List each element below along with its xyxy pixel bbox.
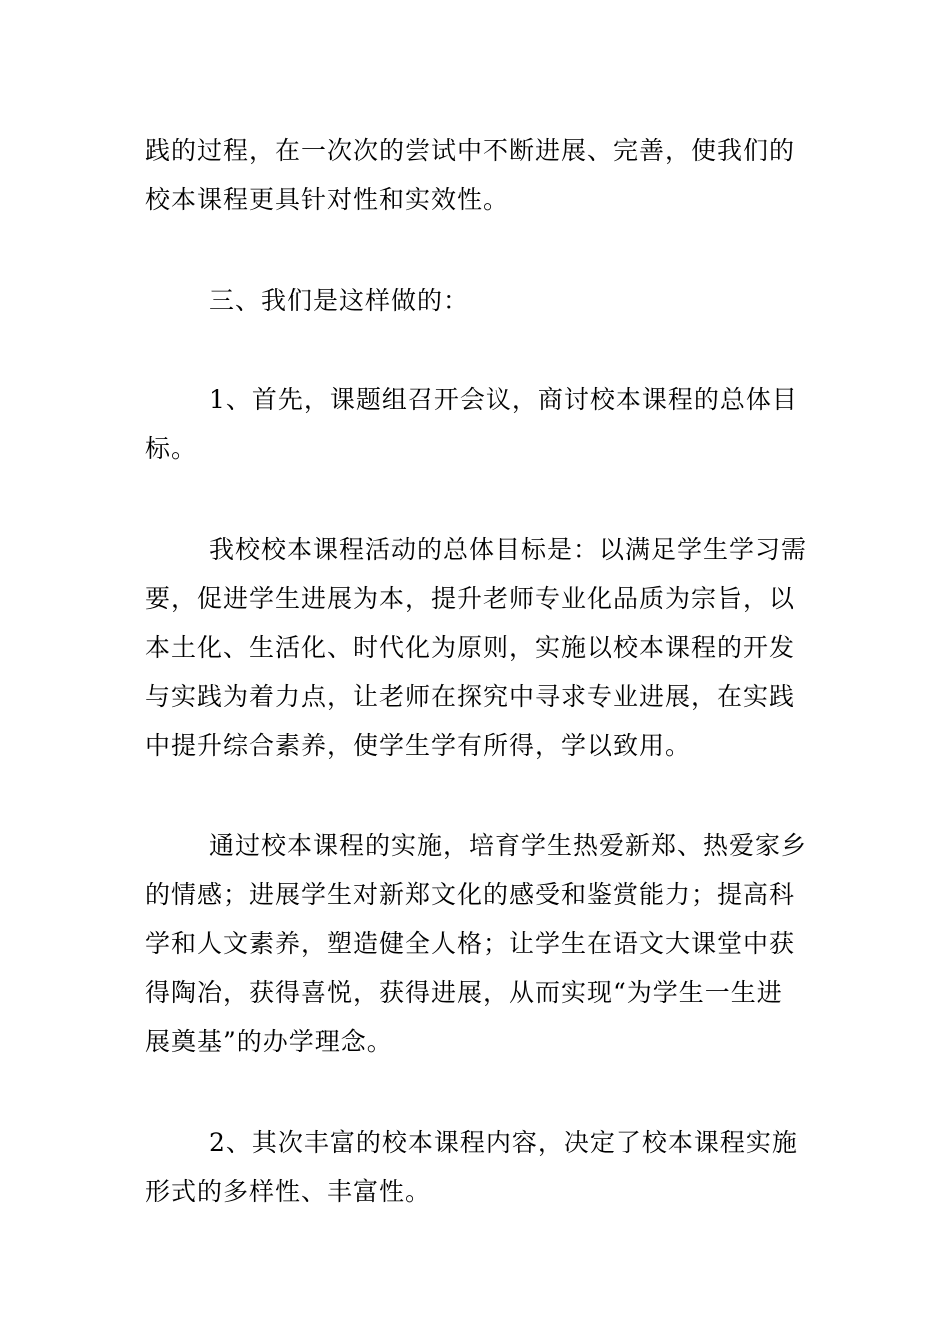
paragraph-implementation [145,821,810,1066]
text-line: 2、其次丰富的校本课程内容，决定了校本课程实施 [209,1128,798,1157]
text-line: 1、首先，课题组召开会议，商讨校本课程的总体目 [209,385,798,414]
heading-text: 三、我们是这样做的： [209,286,470,315]
text-line: 通过校本课程的实施，培育学生热爱新郑、热爱家乡 [209,831,808,860]
text-line: 与实践为着力点，让老师在探究中寻求专业进展，在实践 [145,682,796,711]
section-heading [145,276,810,325]
text-line: 校本课程更具针对性和实效性。 [145,185,510,214]
text-line: 践的过程，在一次次的尝试中不断进展、完善，使我们的 [145,136,796,165]
text-line: 中提升综合素养，使学生学有所得，学以致用。 [145,731,692,760]
text-line: 形式的多样性、丰富性。 [145,1177,432,1206]
text-line: 学和人文素养，塑造健全人格；让学生在语文大课堂中获 [145,929,796,958]
text-line: 得陶冶，获得喜悦，获得进展，从而实现“为学生一生进 [145,978,783,1007]
text-line: 标。 [145,434,198,463]
paragraph-step-1 [145,375,810,473]
paragraph-continuation [145,126,810,224]
text-line: 本土化、生活化、时代化为原则，实施以校本课程的开发 [145,633,796,662]
paragraph-step-2 [145,1118,810,1216]
paragraph-goals [145,525,810,770]
text-line: 展奠基”的办学理念。 [145,1027,393,1056]
text-line: 我校校本课程活动的总体目标是：以满足学生学习需 [209,535,808,564]
text-line: 的情感；进展学生对新郑文化的感受和鉴赏能力；提高科 [145,880,796,909]
text-line: 要，促进学生进展为本，提升老师专业化品质为宗旨，以 [145,584,796,613]
